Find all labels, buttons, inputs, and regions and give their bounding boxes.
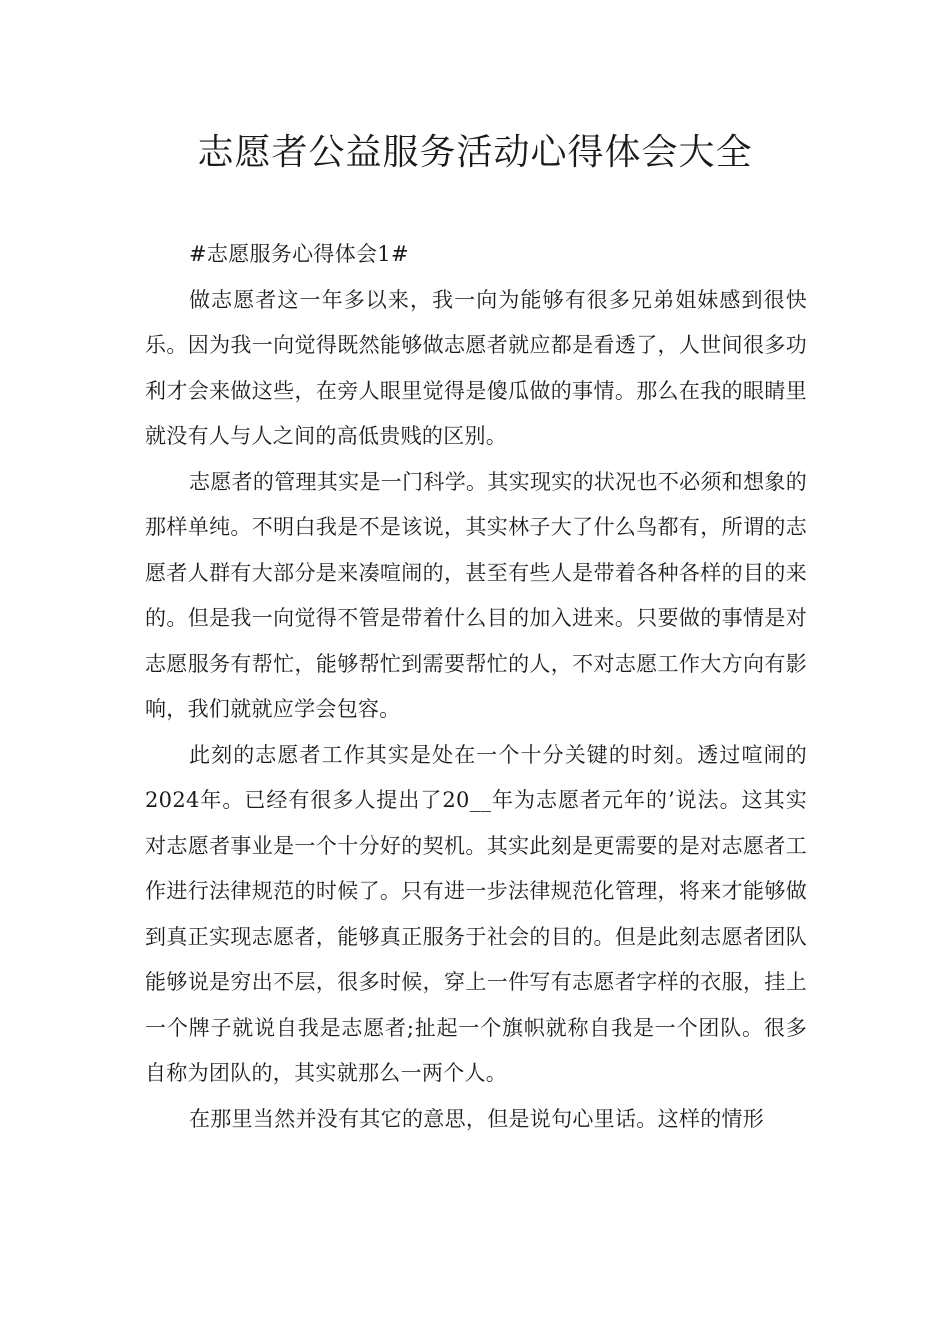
- document-body: [145, 232, 807, 1142]
- paragraph-2: 志愿者的管理其实是一门科学。其实现实的状况也不必须和想象的那样单纯。不明白我是不是该说，其实林子大了什么鸟都有，所谓的志愿者人群有大部分是来凑喧闹的，甚至有些人是带着各种各样的目的来的。但是我一向觉得不管是带着什么目的加入进来。只要做的事情是对志愿服务有帮忙，能够帮忙到需要帮忙的人，不对志愿工作大方向有影响，我们就就应学会包容。: [145, 469, 807, 721]
- document-title: 志愿者公益服务活动心得体会大全: [197, 132, 753, 173]
- paragraph-4: 在那里当然并没有其它的意思，但是说句心里话。这样的情形: [189, 1106, 765, 1131]
- paragraph-3: 此刻的志愿者工作其实是处在一个十分关键的时刻。透过喧闹的2024年。已经有很多人提出了20__年为志愿者元年的’说法。这其实对志愿者事业是一个十分好的契机。其实此刻是更需要的是对志愿者工作进行法律规范的时候了。只有进一步法律规范化管理，将来才能够做到真正实现志愿者，能够真正服务于社会的目的。但是此刻志愿者团队能够说是穷出不层，很多时候，穿上一件写有志愿者字样的衣服，挂上一个牌子就说自我是志愿者;扯起一个旗帜就称自我是一个团队。很多自称为团队的，其实就那么一两个人。: [145, 742, 807, 1085]
- section-heading: #志愿服务心得体会1#: [189, 242, 409, 266]
- paragraph-1: 做志愿者这一年多以来，我一向为能够有很多兄弟姐妹感到很快乐。因为我一向觉得既然能够做志愿者就应都是看透了，人世间很多功利才会来做这些，在旁人眼里觉得是傻瓜做的事情。那么在我的眼睛里就没有人与人之间的高低贵贱的区别。: [145, 287, 807, 448]
